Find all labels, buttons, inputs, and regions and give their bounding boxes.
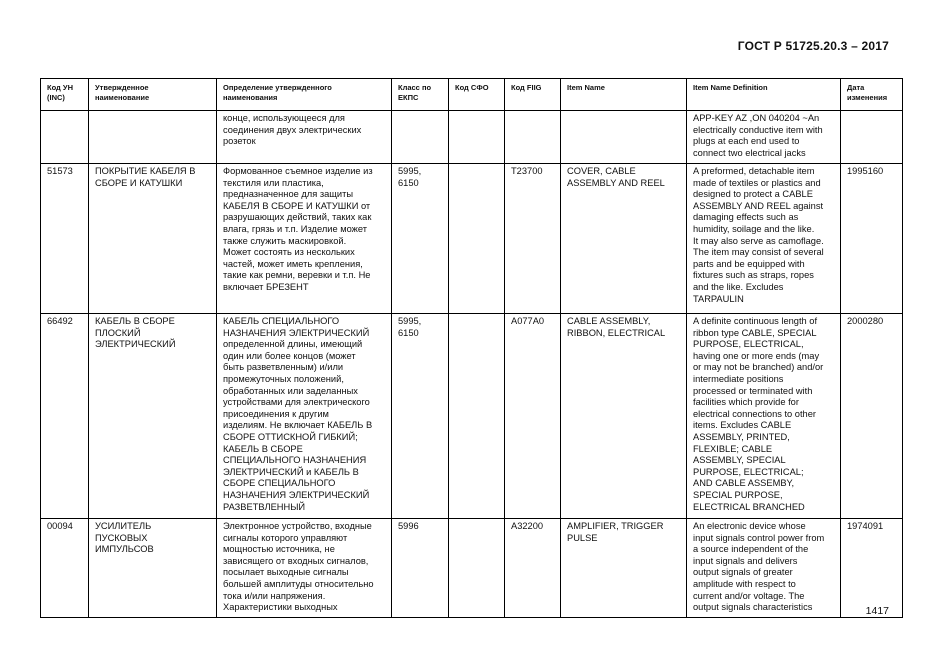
table-row bbox=[41, 164, 903, 314]
header-sfo-code: Код СФО bbox=[449, 79, 505, 111]
cell-sfo-code bbox=[449, 164, 505, 314]
cell-fiig-code bbox=[505, 111, 561, 164]
cell-inc-code: 00094 bbox=[41, 519, 89, 618]
header-name-definition: Определение утвержденного наименования bbox=[217, 79, 392, 111]
cell-item-name-definition: An electronic device whose input signals control power from a source independent of the input signals and delivers output signals of greater amplitude with respect to current and/or voltage. The output signals characteristics bbox=[687, 519, 841, 618]
cell-name-definition: Электронное устройство, входные сигналы которого управляют мощностью источника, не зависящего от входных сигналов, посылает выходные сигналы большей амплитуды относительно тока и/или напряжения. Характеристики выходных bbox=[217, 519, 392, 618]
document-title: ГОСТ Р 51725.20.3 – 2017 bbox=[737, 39, 889, 53]
classification-table bbox=[40, 78, 903, 618]
table-header-row bbox=[41, 79, 903, 111]
cell-sfo-code bbox=[449, 314, 505, 519]
table-row bbox=[41, 519, 903, 618]
cell-approved-name: УСИЛИТЕЛЬ ПУСКОВЫХ ИМПУЛЬСОВ bbox=[89, 519, 217, 618]
cell-change-date bbox=[841, 111, 903, 164]
cell-item-name-definition: A definite continuous length of ribbon type CABLE, SPECIAL PURPOSE, ELECTRICAL, having one or more ends (may or may not be branched) and/or intermediate positions processed or terminated with facilities which provide for electrical connections to other items. Excludes CABLE ASSEMBLY, PRINTED, FLEXIBLE; CABLE ASSEMBLY, SPECIAL PURPOSE, ELECTRICAL; AND CABLE ASSEMBY, SPECIAL PURPOSE, ELECTRICAL BRANCHED bbox=[687, 314, 841, 519]
header-ekps-class: Класс по ЕКПС bbox=[392, 79, 449, 111]
cell-name-definition: Формованное съемное изделие из текстиля или пластика, предназначенное для защиты КАБЕЛЯ В СБОРЕ И КАТУШКИ от разрушающих действий, таких как влага, грязь и т.п. Изделие может также служить маскировкой. Может состоять из нескольких частей, может иметь крепления, такие как ремни, веревки и т.п. Не включает БРЕЗЕНТ bbox=[217, 164, 392, 314]
cell-item-name: AMPLIFIER, TRIGGER PULSE bbox=[561, 519, 687, 618]
page-number: 1417 bbox=[865, 605, 889, 617]
cell-ekps-class: 5995, 6150 bbox=[392, 164, 449, 314]
cell-item-name-definition: A preformed, detachable item made of textiles or plastics and designed to protect a CABLE ASSEMBLY AND REEL against damaging effects such as humidity, soilage and the like. It may also serve as camoflage. The item may consist of several parts and be equipped with fixtures such as straps, ropes and the like. Excludes TARPAULIN bbox=[687, 164, 841, 314]
cell-item-name bbox=[561, 111, 687, 164]
cell-name-definition: КАБЕЛЬ СПЕЦИАЛЬНОГО НАЗНАЧЕНИЯ ЭЛЕКТРИЧЕСКИЙ определенной длины, имеющий один или более концов (может быть разветвленным) и/или промежуточных положений, обработанных или заделанных устройствами для электрического присоединения к другим изделиям. Не включает КАБЕЛЬ В СБОРЕ ОТТИСКНОЙ ГИБКИЙ; КАБЕЛЬ В СБОРЕ СПЕЦИАЛЬНОГО НАЗНАЧЕНИЯ ЭЛЕКТРИЧЕСКИЙ и КАБЕЛЬ В СБОРЕ СПЕЦИАЛЬНОГО НАЗНАЧЕНИЯ ЭЛЕКТРИЧЕСКИЙ РАЗВЕТВЛЕННЫЙ bbox=[217, 314, 392, 519]
table-row bbox=[41, 111, 903, 164]
cell-change-date: 2000280 bbox=[841, 314, 903, 519]
cell-inc-code: 66492 bbox=[41, 314, 89, 519]
header-inc-code: Код УН (INC) bbox=[41, 79, 89, 111]
cell-item-name: CABLE ASSEMBLY, RIBBON, ELECTRICAL bbox=[561, 314, 687, 519]
table-row bbox=[41, 314, 903, 519]
cell-name-definition: конце, использующееся для соединения двух электрических розеток bbox=[217, 111, 392, 164]
header-fiig-code: Код FIIG bbox=[505, 79, 561, 111]
cell-approved-name bbox=[89, 111, 217, 164]
header-change-date: Дата изменения bbox=[841, 79, 903, 111]
cell-ekps-class: 5996 bbox=[392, 519, 449, 618]
cell-change-date: 1995160 bbox=[841, 164, 903, 314]
cell-item-name: COVER, CABLE ASSEMBLY AND REEL bbox=[561, 164, 687, 314]
header-item-name-definition: Item Name Definition bbox=[687, 79, 841, 111]
cell-approved-name: КАБЕЛЬ В СБОРЕ ПЛОСКИЙ ЭЛЕКТРИЧЕСКИЙ bbox=[89, 314, 217, 519]
cell-fiig-code: A32200 bbox=[505, 519, 561, 618]
cell-sfo-code bbox=[449, 519, 505, 618]
cell-inc-code bbox=[41, 111, 89, 164]
cell-ekps-class bbox=[392, 111, 449, 164]
cell-fiig-code: A077A0 bbox=[505, 314, 561, 519]
cell-approved-name: ПОКРЫТИЕ КАБЕЛЯ В СБОРЕ И КАТУШКИ bbox=[89, 164, 217, 314]
cell-item-name-definition: APP-KEY AZ ,ON 040204 ~An electrically conductive item with plugs at each end used to connect two electrical jacks bbox=[687, 111, 841, 164]
header-approved-name: Утвержденное наименование bbox=[89, 79, 217, 111]
cell-change-date: 1974091 bbox=[841, 519, 903, 618]
cell-fiig-code: T23700 bbox=[505, 164, 561, 314]
cell-inc-code: 51573 bbox=[41, 164, 89, 314]
header-item-name: Item Name bbox=[561, 79, 687, 111]
cell-ekps-class: 5995, 6150 bbox=[392, 314, 449, 519]
cell-sfo-code bbox=[449, 111, 505, 164]
